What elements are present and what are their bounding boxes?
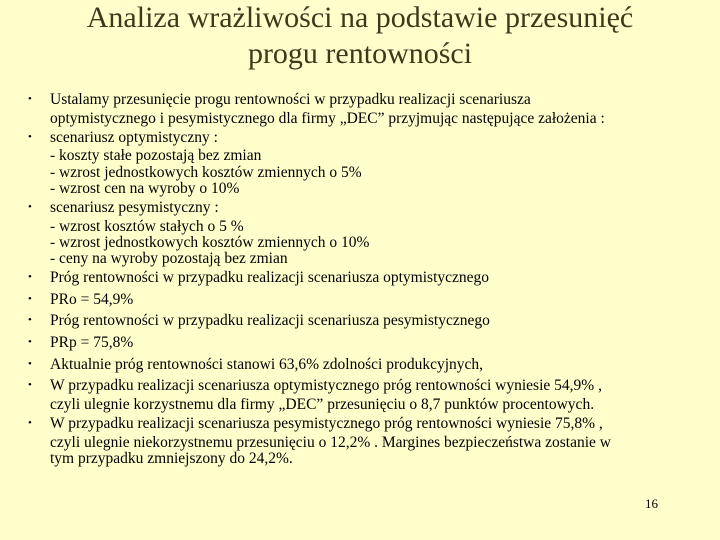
- bullet-text-line: Próg rentowności w przypadku realizacji scenariusza pesymistycznego: [50, 312, 490, 330]
- bullet-text-line: - ceny na wyroby pozostają bez zmian: [50, 250, 288, 267]
- slide-title: [30, 0, 690, 72]
- bullet-text-line: czyli ulegnie niekorzystnemu przesunięciu o 12,2% . Margines bezpieczeństwa zostanie w: [50, 433, 611, 451]
- bullet-text: [50, 289, 706, 311]
- bullet-text-line: - wzrost jednostkowych kosztów zmiennych o 10%: [50, 233, 370, 251]
- bullet-text-line: - wzrost jednostkowych kosztów zmiennych o 5%: [50, 163, 362, 181]
- bullet-text-line: W przypadku realizacji scenariusza pesymistycznego próg rentowności wyniesie 75,8% ,: [50, 414, 603, 432]
- bullet-text: [50, 197, 706, 267]
- bullet-dot-icon: •: [28, 314, 32, 327]
- bullet-text-line: tym przypadku zmniejszony do 24,2%.: [50, 449, 293, 467]
- bullet-text-line: - koszty stałe pozostają bez zmian: [50, 147, 262, 165]
- bullet-text-line: W przypadku realizacji scenariusza optymistycznego próg rentowności wyniesie 54,9% ,: [50, 377, 602, 395]
- bullet-text-line: - wzrost cen na wyroby o 10%: [50, 179, 240, 197]
- bullet-text-line: scenariusz pesymistyczny :: [50, 199, 219, 216]
- bullet-item: [24, 310, 706, 332]
- bullet-item: [24, 289, 706, 311]
- bullet-item: [24, 127, 706, 197]
- bullet-item: [24, 354, 706, 376]
- bullet-text-line: - wzrost kosztów stałych o 5 %: [50, 217, 244, 235]
- bullet-text: [50, 332, 706, 354]
- bullet-dot-icon: •: [28, 416, 32, 429]
- bullet-dot-icon: •: [28, 357, 32, 370]
- bullet-text-line: optymistycznego i pesymistycznego dla firmy „DEC” przyjmując następujące założenia :: [50, 109, 605, 127]
- bullet-text-line: Ustalamy przesunięcie progu rentowności w przypadku realizacji scenariusza: [50, 91, 531, 108]
- bullet-text-line: PRp = 75,8%: [50, 333, 134, 351]
- bullet-text: [50, 354, 706, 376]
- bullet-text: [50, 89, 706, 127]
- bullet-text-line: Aktualnie próg rentowności stanowi 63,6% zdolności produkcyjnych,: [50, 355, 484, 373]
- bullet-text-line: PRo = 54,9%: [50, 290, 134, 308]
- bullet-dot-icon: •: [28, 93, 32, 105]
- bullet-text-line: czyli ulegnie korzystnemu dla firmy „DEC” przesunięciu o 8,7 punktów procentowych.: [50, 395, 595, 413]
- slide-title-line-1: Analiza wrażliwości na podstawie przesunięć: [86, 1, 634, 34]
- bullet-item: [24, 332, 706, 354]
- bullet-dot-icon: •: [28, 271, 32, 284]
- bullet-dot-icon: •: [28, 335, 32, 348]
- bullet-text-line: scenariusz optymistyczny :: [50, 128, 218, 146]
- bullet-item: [24, 267, 706, 289]
- bullet-text: [50, 413, 706, 467]
- bullet-dot-icon: •: [28, 292, 32, 305]
- page-number: 16: [645, 496, 658, 511]
- bullet-text: [50, 267, 706, 289]
- bullet-list: [24, 89, 706, 467]
- bullet-dot-icon: •: [28, 201, 32, 213]
- bullet-item: [24, 197, 706, 267]
- bullet-dot-icon: •: [28, 379, 32, 392]
- bullet-dot-icon: •: [28, 130, 32, 143]
- bullet-item: [24, 89, 706, 127]
- bullet-text: [50, 375, 706, 413]
- bullet-item: [24, 375, 706, 413]
- slide-title-line-2: progu rentowności: [247, 37, 473, 70]
- bullet-text: [50, 127, 706, 197]
- bullet-item: [24, 413, 706, 467]
- bullet-text: [50, 310, 706, 332]
- bullet-text-line: Próg rentowności w przypadku realizacji scenariusza optymistycznego: [50, 269, 490, 287]
